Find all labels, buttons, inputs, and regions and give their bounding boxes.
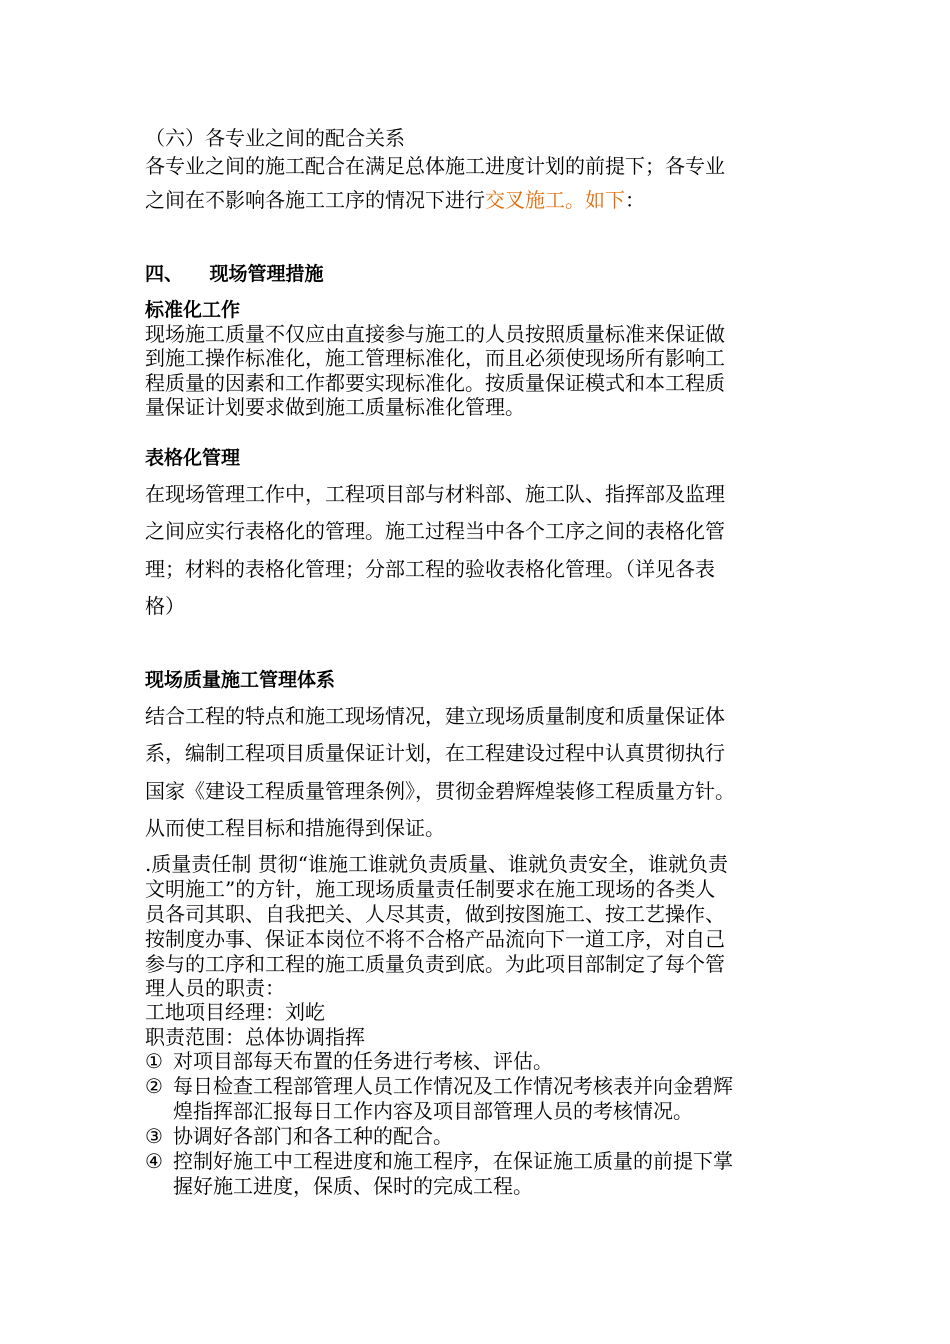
duty-number: ③ (145, 1124, 163, 1148)
responsibility-line-3: 员各司其职、自我把关、人尽其责，做到按图施工、按工艺操作、 (145, 902, 725, 926)
standardization-heading: 标准化工作 (145, 299, 241, 321)
duty-line: 协调好各部门和各工种的配合。 (173, 1124, 453, 1148)
duty-number: ② (145, 1074, 163, 1098)
section-4-heading: 四、 现场管理措施 (145, 263, 324, 285)
tabular-heading: 表格化管理 (145, 447, 241, 469)
quality-system-line-1: 结合工程的特点和施工现场情况，建立现场质量制度和质量保证体 (145, 704, 725, 728)
standardization-line-1: 现场施工质量不仅应由直接参与施工的人员按照质量标准来保证做 (145, 322, 725, 346)
quality-system-line-3: 国家《建设工程质量管理条例》，贯彻金碧辉煌装修工程质量方针。 (145, 779, 735, 803)
duty-number: ① (145, 1049, 163, 1073)
cross-construction-highlight: 交叉施工。如下 (485, 188, 625, 212)
section-6-line-2-suffix: ： (625, 188, 645, 212)
duty-line: 控制好施工中工程进度和施工程序，在保证施工质量的前提下掌 (173, 1149, 733, 1173)
tabular-line-2: 之间应实行表格化的管理。施工过程当中各个工序之间的表格化管 (145, 519, 725, 543)
duty-line: 握好施工进度，保质、保时的完成工程。 (173, 1174, 533, 1198)
tabular-line-4: 格） (145, 594, 185, 618)
quality-system-heading: 现场质量施工管理体系 (145, 669, 336, 691)
responsibility-line-4: 按制度办事、保证本岗位不将不合格产品流向下一道工序，对自己 (145, 927, 725, 951)
responsibility-line-1: .质量责任制 贯彻“谁施工谁就负责质量、谁就负责安全，谁就负责 (145, 852, 728, 876)
tabular-line-1: 在现场管理工作中，工程项目部与材料部、施工队、指挥部及监理 (145, 482, 725, 506)
project-manager: 工地项目经理：刘屹 (145, 1000, 325, 1024)
duty-line: 对项目部每天布置的任务进行考核、评估。 (173, 1049, 553, 1073)
quality-system-line-2: 系，编制工程项目质量保证计划，在工程建设过程中认真贯彻执行 (145, 741, 725, 765)
standardization-line-2: 到施工操作标准化，施工管理标准化，而且必须使现场所有影响工 (145, 346, 725, 370)
section-6-line-2-prefix: 之间在不影响各施工工序的情况下进行 (145, 188, 485, 212)
section-6-heading: （六）各专业之间的配合关系 (145, 126, 405, 150)
tabular-line-3: 理；材料的表格化管理；分部工程的验收表格化管理。（详见各表 (145, 557, 715, 581)
document-page (145, 0, 815, 1344)
duty-number: ④ (145, 1149, 163, 1173)
standardization-line-4: 量保证计划要求做到施工质量标准化管理。 (145, 395, 525, 419)
section-6-line-1: 各专业之间的施工配合在满足总体施工进度计划的前提下；各专业 (145, 154, 725, 178)
section-6-line-2 (145, 188, 645, 212)
responsibility-scope: 职责范围：总体协调指挥 (145, 1025, 365, 1049)
duty-line: 煌指挥部汇报每日工作内容及项目部管理人员的考核情况。 (173, 1099, 693, 1123)
duty-line: 每日检查工程部管理人员工作情况及工作情况考核表并向金碧辉 (173, 1074, 733, 1098)
standardization-line-3: 程质量的因素和工作都要实现标准化。按质量保证模式和本工程质 (145, 371, 725, 395)
responsibility-line-2: 文明施工”的方针，施工现场质量责任制要求在施工现场的各类人 (145, 877, 716, 901)
quality-system-line-4: 从而使工程目标和措施得到保证。 (145, 816, 445, 840)
responsibility-line-6: 理人员的职责： (145, 976, 285, 1000)
responsibility-line-5: 参与的工序和工程的施工质量负责到底。为此项目部制定了每个管 (145, 952, 725, 976)
